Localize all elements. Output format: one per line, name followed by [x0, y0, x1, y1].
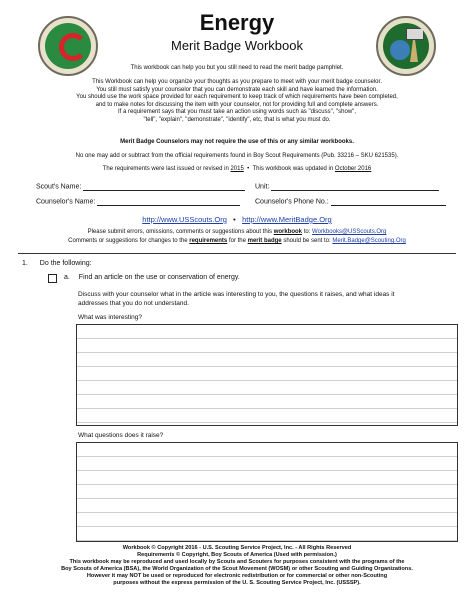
- workbooks-email-link[interactable]: Workbooks@USScouts.Org: [312, 229, 387, 235]
- submit-line-1: Please submit errors, omissions, comments or suggestions about this workbook to: Workbooks@USScouts.Org: [87, 229, 387, 235]
- submit-line-2: Comments or suggestions for changes to the requirements for the merit badge should be sent to: Merit.Badge@Scouting.Org: [68, 238, 406, 244]
- counselor-name-label: Counselor's Name:: [36, 198, 96, 206]
- counselor-name-row: [36, 198, 240, 206]
- counselor-name-field[interactable]: [97, 198, 240, 206]
- official-requirements-note: No one may add or subtract from the official requirements found in Boy Scout Requirements (Pub. 33216 – SKU 621535).: [75, 153, 399, 159]
- requirement-1a-description: Discuss with your counselor what in the article was interesting to you, the questions it raises, and what ideas it addresses that you do not understand.: [78, 291, 395, 307]
- questions-label: What questions does it raise?: [78, 432, 164, 439]
- requirement-1a-label: a.: [64, 274, 70, 281]
- requirement-text: Do the following:: [39, 260, 92, 267]
- merit-badge-email-link[interactable]: Merit.Badge@Scouting.Org: [332, 238, 406, 244]
- unit-field[interactable]: [271, 183, 439, 191]
- intro-paragraph: This Workbook can help you organize your thoughts as you prepare to meet with your merit badge counselor. You still must satisfy your counselor that you can demonstrate each skill and have learned the information. You should use the work space provided for each requirement to keep track of which requirements have been completed, and to make notes for discussing the item with your counselor, not for providing full and complete answers. If a requirement says that you must take an action using words such as "discuss", "show", "tell", "explain", "demonstrate", "identify", etc, that is what you must do.: [76, 79, 398, 123]
- requirement-1a-text: Find an article on the use or conservation of energy.: [78, 274, 240, 281]
- scout-name-label: Scout's Name:: [36, 183, 82, 191]
- page-title-block: [0, 10, 474, 36]
- interesting-label: What was interesting?: [78, 314, 142, 321]
- unit-row: [255, 183, 439, 191]
- revision-info: The requirements were last issued or revised in 2015 • This workbook was updated in October 2016: [102, 166, 372, 172]
- footer-requirements-copyright: Requirements © Copyright, Boy Scouts of America (Used with permission.): [137, 552, 337, 558]
- counselor-phone-row: [255, 198, 446, 206]
- page-subtitle: Merit Badge Workbook: [171, 38, 303, 53]
- interesting-answer-box[interactable]: [76, 324, 458, 426]
- requirement-1a: [64, 274, 240, 281]
- meritbadge-link[interactable]: http://www.MeritBadge.Org: [242, 215, 332, 224]
- section-divider: [18, 253, 456, 254]
- counselor-note: Merit Badge Counselors may not require the use of this or any similar workbooks.: [120, 139, 354, 145]
- scout-name-field[interactable]: [83, 183, 245, 191]
- usscouts-link[interactable]: http://www.USScouts.Org: [142, 215, 227, 224]
- counselor-phone-label: Counselor's Phone No.:: [255, 198, 329, 206]
- footer-copyright: Workbook © Copyright 2016 - U.S. Scouting Service Project, Inc. - All Rights Reserved: [122, 545, 352, 551]
- scout-name-row: [36, 183, 245, 191]
- intro-line: This workbook can help you but you still need to read the merit badge pamphlet.: [130, 65, 344, 71]
- requirement-number: 1.: [22, 260, 28, 267]
- counselor-phone-field[interactable]: [331, 198, 446, 206]
- requirement-1: [22, 260, 92, 267]
- questions-answer-box[interactable]: [76, 442, 458, 542]
- requirement-1a-checkbox[interactable]: [48, 274, 57, 283]
- page-title: Energy: [199, 10, 275, 35]
- footer: Workbook © Copyright 2016 - U.S. Scouting Service Project, Inc. - All Rights Reserved Requirements © Copyright, Boy Scouts of America (Used with permission.) This workbook may be reproduced and used locally by Scouts and Scouters for purposes consistent with the programs of the Boy Scouts of America (BSA), the World Organization of the Scout Movement (WOSM) or other Scouting and Guiding Organizations. However it may NOT be used or reproduced for electronic redistribution or for commercial or other non-Scouting purposes without the express permission of the U. S. Scouting Service Project, Inc. (USSSP).: [0, 545, 474, 587]
- links-row: http://www.USScouts.Org • http://www.MeritBadge.Org: [142, 215, 332, 224]
- unit-label: Unit:: [255, 183, 270, 191]
